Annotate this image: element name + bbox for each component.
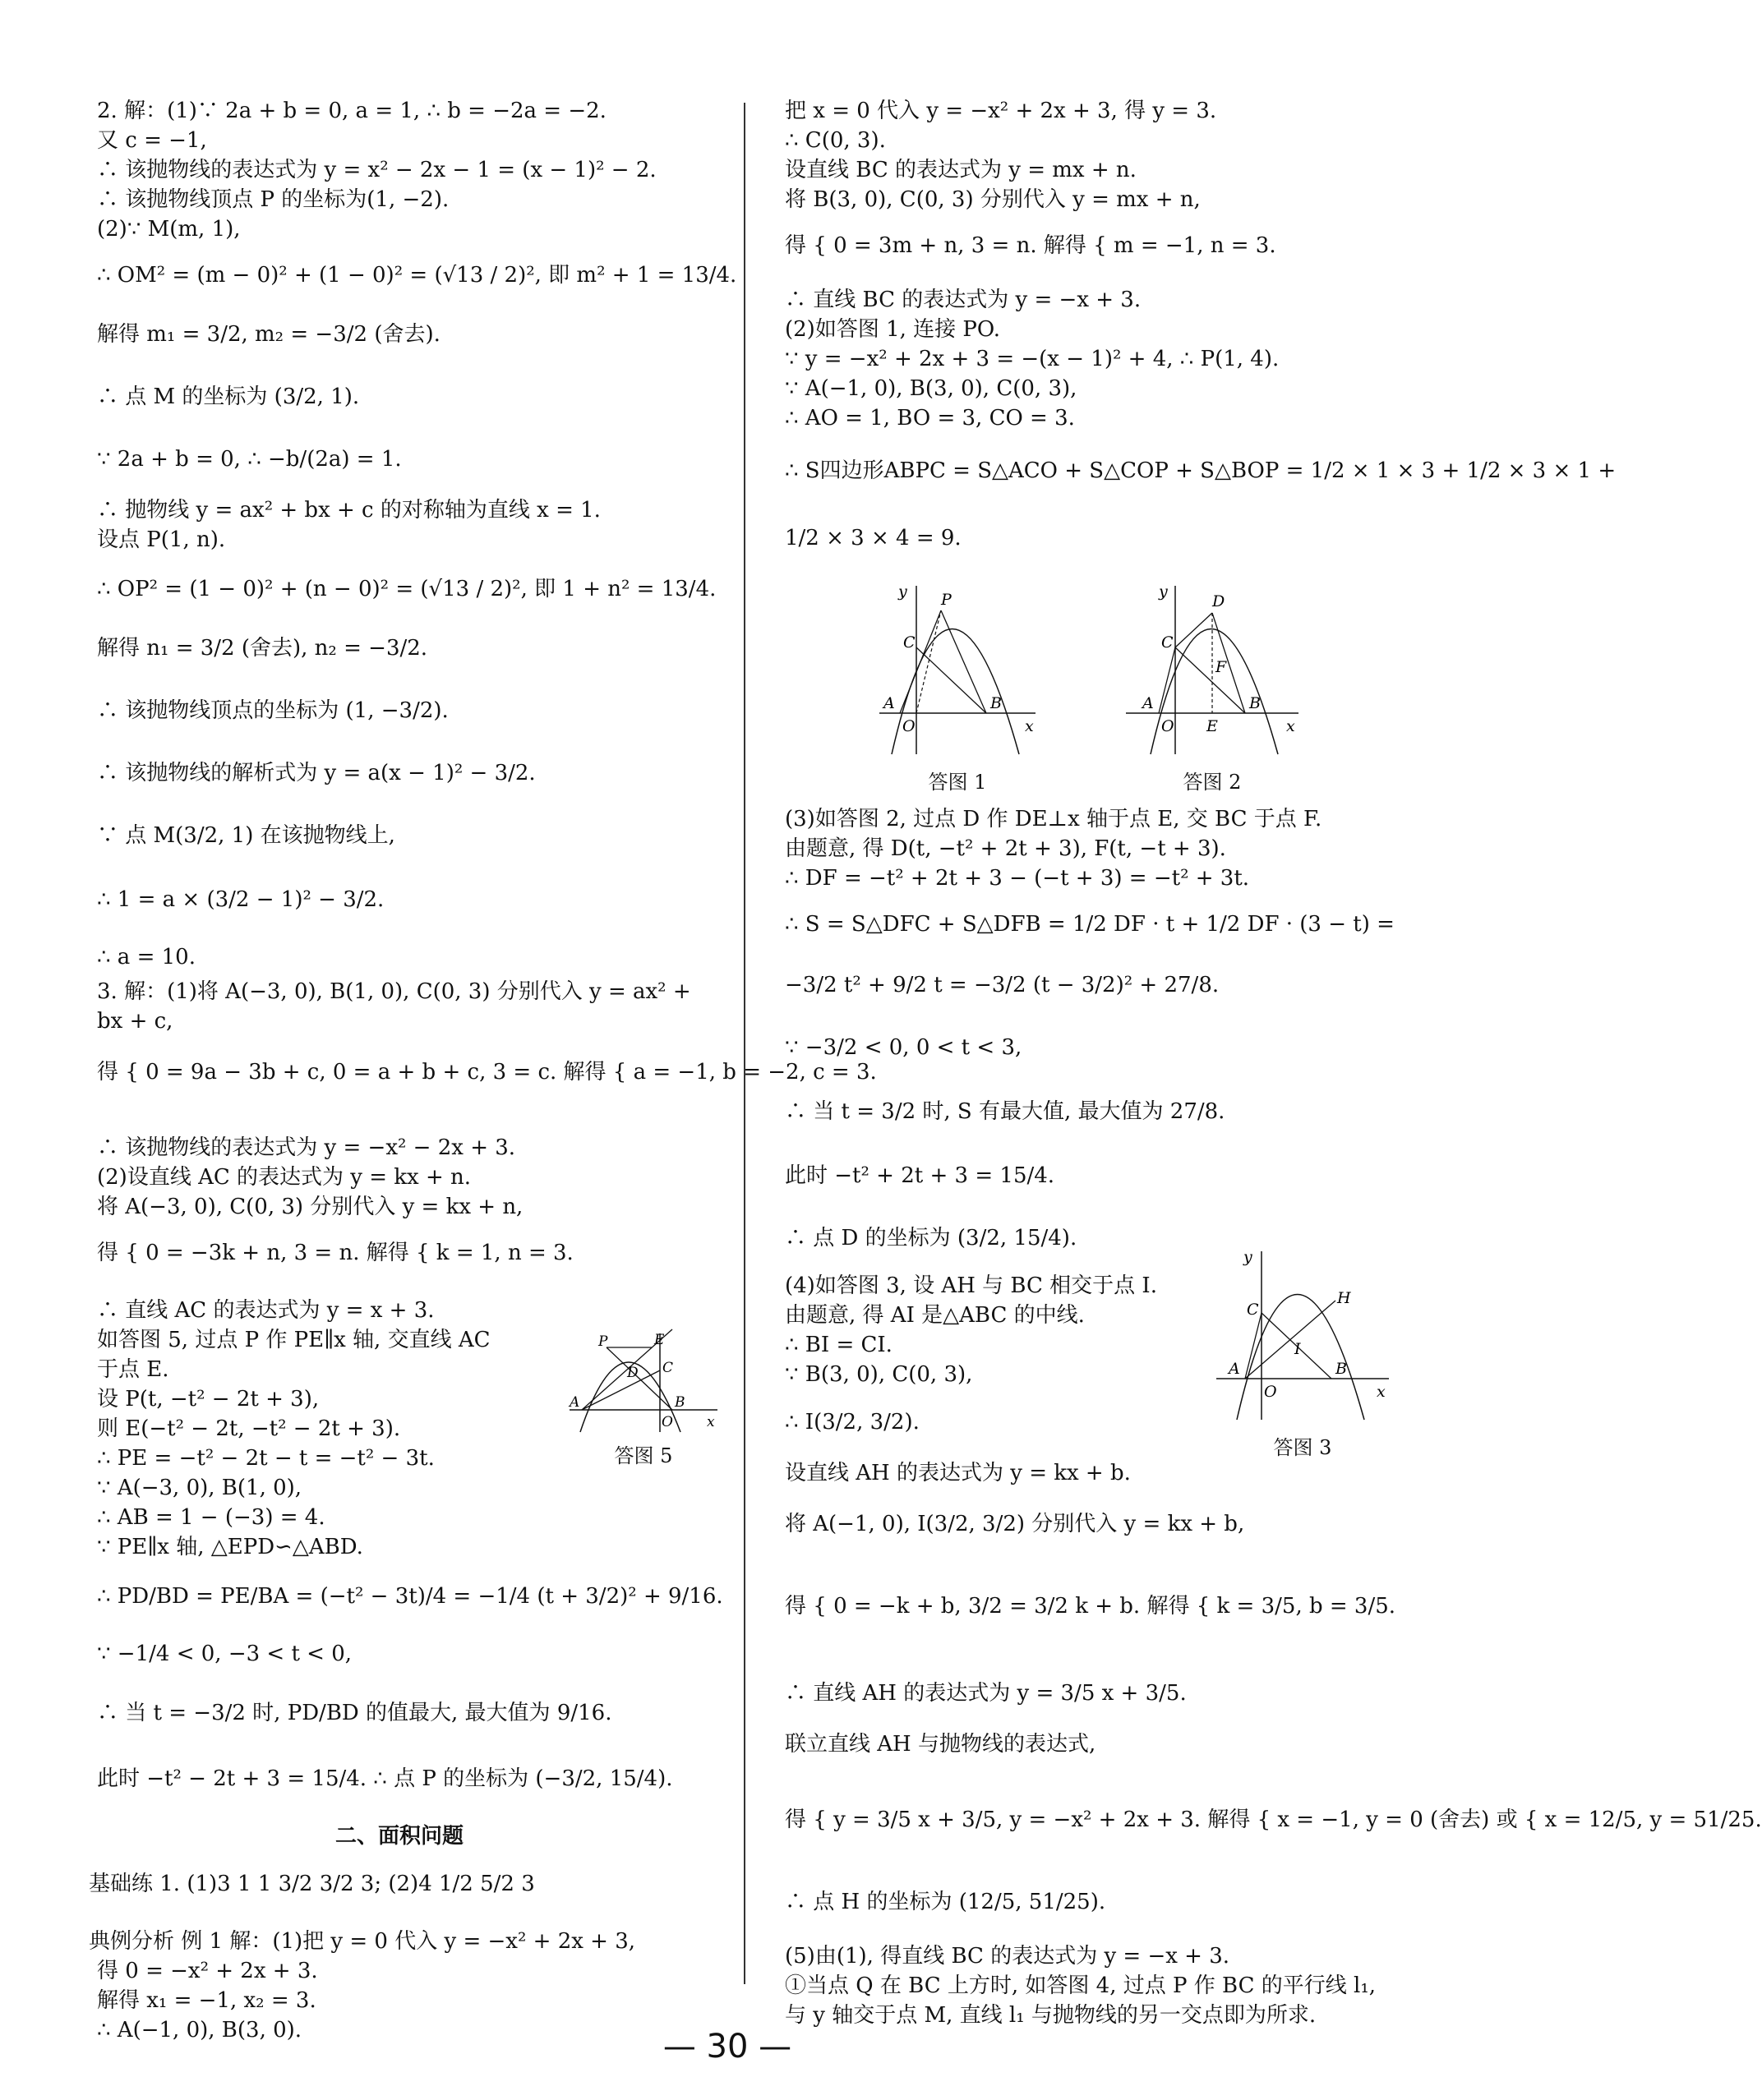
figure-answer-1 <box>875 582 1040 794</box>
figure-label: y <box>1159 583 1168 601</box>
figure-label: P <box>598 1333 608 1350</box>
figure-label: O <box>1264 1383 1277 1401</box>
figure-label: B <box>675 1394 685 1411</box>
text-line: ∵ 点 M(3/2, 1) 在该抛物线上, <box>97 823 395 848</box>
text-line: 2. 解：(1)∵ 2a + b = 0, a = 1, ∴ b = −2a = −2. <box>97 99 607 123</box>
text-line: 设直线 BC 的表达式为 y = mx + n. <box>785 158 1137 182</box>
text-line: ∴ 抛物线 y = ax² + bx + c 的对称轴为直线 x = 1. <box>97 498 601 523</box>
figure-label: B <box>1249 694 1261 712</box>
text-line: 设 P(t, −t² − 2t + 3), <box>97 1387 320 1412</box>
text-line: ∴ 直线 AH 的表达式为 y = 3/5 x + 3/5. <box>785 1681 1187 1706</box>
text-line: 得 { 0 = 3m + n, 3 = n. 解得 { m = −1, n = 3. <box>785 233 1276 258</box>
text-line: 由题意, 得 D(t, −t² + 2t + 3), F(t, −t + 3). <box>785 836 1226 861</box>
text-line: 解得 n₁ = 3/2 (舍去), n₂ = −3/2. <box>97 636 428 661</box>
text-line: (2)如答图 1, 连接 PO. <box>785 317 1000 342</box>
figure-label: E <box>1206 717 1218 735</box>
figure-label: C <box>903 633 916 652</box>
figure-label: F <box>1215 658 1227 676</box>
text-line: ∵ y = −x² + 2x + 3 = −(x − 1)² + 4, ∴ P(1, 4). <box>785 347 1280 371</box>
text-line: 设直线 AH 的表达式为 y = kx + b. <box>785 1461 1131 1485</box>
text-line: ∵ PE∥x 轴, △EPD∽△ABD. <box>97 1535 363 1559</box>
text-line: 得 { 0 = −3k + n, 3 = n. 解得 { k = 1, n = 3. <box>97 1241 574 1265</box>
text-line: 则 E(−t² − 2t, −t² − 2t + 3). <box>97 1416 401 1441</box>
text-line: 又 c = −1, <box>97 128 207 153</box>
figure-label: E <box>654 1332 665 1348</box>
figure-label: O <box>1161 717 1174 735</box>
text-line: ∴ I(3/2, 3/2). <box>785 1410 920 1435</box>
text-line: 基础练 1. (1)3 1 1 3/2 3/2 3; (2)4 1/2 5/2 3 <box>89 1872 535 1896</box>
text-line: ∴ DF = −t² + 2t + 3 − (−t + 3) = −t² + 3t. <box>785 866 1250 891</box>
text-line: ∵ 2a + b = 0, ∴ −b/(2a) = 1. <box>97 447 402 472</box>
text-line: ∴ S = S△DFC + S△DFB = 1/2 DF · t + 1/2 DF · (3 − t) = <box>785 912 1395 937</box>
figure-answer-5 <box>565 1329 722 1468</box>
text-line: ∴ 该抛物线的解析式为 y = a(x − 1)² − 3/2. <box>97 761 536 785</box>
text-line: ∴ a = 10. <box>97 945 196 969</box>
text-line: ∴ AO = 1, BO = 3, CO = 3. <box>785 406 1075 431</box>
text-line: ∵ A(−1, 0), B(3, 0), C(0, 3), <box>785 376 1077 401</box>
page-number: — 30 — <box>662 2028 792 2065</box>
text-line: 1/2 × 3 × 4 = 9. <box>785 526 962 550</box>
figure-label: A <box>1142 694 1154 712</box>
figure-label: D <box>627 1365 639 1381</box>
text-line: 典例分析 例 1 解：(1)把 y = 0 代入 y = −x² + 2x + 3, <box>89 1929 636 1954</box>
figure-answer-5-diagram <box>565 1329 722 1436</box>
figure-label: y <box>898 583 907 601</box>
figure-label: A <box>570 1394 580 1411</box>
text-line: 设点 P(1, n). <box>97 527 226 552</box>
text-line: ∴ C(0, 3). <box>785 128 886 153</box>
text-line: 将 B(3, 0), C(0, 3) 分别代入 y = mx + n, <box>785 187 1201 212</box>
section-heading: 二、面积问题 <box>335 1824 464 1849</box>
text-line: ∴ S四边形ABPC = S△ACO + S△COP + S△BOP = 1/2 × 1 × 3 + 1/2 × 3 × 1 + <box>785 458 1617 483</box>
figure-label: C <box>1247 1301 1259 1319</box>
text-line: ∴ 该抛物线的表达式为 y = x² − 2x − 1 = (x − 1)² − 2. <box>97 158 657 182</box>
figure-answer-3 <box>1212 1247 1393 1460</box>
text-line: (2)设直线 AC 的表达式为 y = kx + n. <box>97 1165 472 1190</box>
text-line: ∵ −3/2 < 0, 0 < t < 3, <box>785 1035 1022 1060</box>
text-line: ∴ OM² = (m − 0)² + (1 − 0)² = (√13 / 2)², 即 m² + 1 = 13/4. <box>97 263 737 288</box>
figure-label: O <box>902 717 916 735</box>
figure-label: x <box>1286 717 1295 735</box>
figure-label: B <box>990 694 1002 712</box>
text-line: 解得 m₁ = 3/2, m₂ = −3/2 (舍去). <box>97 322 441 347</box>
text-line: (2)∵ M(m, 1), <box>97 217 241 242</box>
column-divider <box>744 103 745 1984</box>
figure-label: x <box>1377 1383 1386 1401</box>
text-line: 解得 x₁ = −1, x₂ = 3. <box>97 1988 316 2013</box>
text-line: (3)如答图 2, 过点 D 作 DE⊥x 轴于点 E, 交 BC 于点 F. <box>785 807 1322 831</box>
text-line: ∴ 点 M 的坐标为 (3/2, 1). <box>97 385 360 409</box>
figure-label: I <box>1294 1340 1301 1358</box>
figure-answer-3-diagram <box>1212 1247 1393 1428</box>
text-line: 于点 E. <box>97 1357 169 1382</box>
text-line: ∴ AB = 1 − (−3) = 4. <box>97 1505 325 1530</box>
text-line: 将 A(−1, 0), I(3/2, 3/2) 分别代入 y = kx + b, <box>785 1512 1245 1536</box>
figure-answer-1-diagram <box>875 582 1040 762</box>
text-line: ①当点 Q 在 BC 上方时, 如答图 4, 过点 P 作 BC 的平行线 l₁, <box>785 1973 1377 1998</box>
figure-label: A <box>1229 1360 1240 1378</box>
figure-caption: 答图 3 <box>1273 1436 1332 1459</box>
figure-label: C <box>662 1360 674 1376</box>
figure-caption: 答图 2 <box>1183 771 1242 794</box>
text-line: 得 { y = 3/5 x + 3/5, y = −x² + 2x + 3. 解得 { x = −1, y = 0 (舍去) 或 { x = 12/5, y = 51/25. <box>785 1808 1762 1832</box>
text-line: ∵ A(−3, 0), B(1, 0), <box>97 1476 302 1500</box>
figure-caption: 答图 5 <box>614 1444 673 1467</box>
text-line: ∵ B(3, 0), C(0, 3), <box>785 1362 973 1387</box>
text-line: 得 0 = −x² + 2x + 3. <box>97 1959 318 1983</box>
text-line: ∴ PD/BD = PE/BA = (−t² − 3t)/4 = −1/4 (t + 3/2)² + 9/16. <box>97 1584 723 1609</box>
text-line: 将 A(−3, 0), C(0, 3) 分别代入 y = kx + n, <box>97 1195 524 1219</box>
text-line: 如答图 5, 过点 P 作 PE∥x 轴, 交直线 AC <box>97 1328 491 1352</box>
figure-label: B <box>1335 1360 1347 1378</box>
text-line: ∴ 该抛物线顶点 P 的坐标为(1, −2). <box>97 187 450 212</box>
text-line: 此时 −t² − 2t + 3 = 15/4. ∴ 点 P 的坐标为 (−3/2, 15/4). <box>97 1766 673 1791</box>
text-line: ∴ 直线 BC 的表达式为 y = −x + 3. <box>785 288 1142 312</box>
figure-label: D <box>1212 592 1225 610</box>
text-line: ∴ BI = CI. <box>785 1333 893 1357</box>
figure-label: O <box>662 1414 673 1430</box>
text-line: ∴ 该抛物线顶点的坐标为 (1, −3/2). <box>97 698 449 723</box>
text-line: ∴ 当 t = 3/2 时, S 有最大值, 最大值为 27/8. <box>785 1099 1225 1124</box>
text-line: ∴ 1 = a × (3/2 − 1)² − 3/2. <box>97 887 385 912</box>
figure-answer-2-diagram <box>1122 582 1303 762</box>
text-line: 3. 解：(1)将 A(−3, 0), B(1, 0), C(0, 3) 分别代入 y = ax² + <box>97 979 691 1004</box>
figure-caption: 答图 1 <box>928 771 987 794</box>
text-line: ∴ PE = −t² − 2t − t = −t² − 3t. <box>97 1446 435 1471</box>
figure-label: C <box>1161 633 1174 652</box>
figure-label: A <box>883 694 895 712</box>
figure-answer-2 <box>1122 582 1303 794</box>
text-line: ∴ A(−1, 0), B(3, 0). <box>97 2018 302 2042</box>
figure-label: x <box>707 1414 715 1430</box>
text-line: ∵ −1/4 < 0, −3 < t < 0, <box>97 1642 353 1666</box>
text-line: (5)由(1), 得直线 BC 的表达式为 y = −x + 3. <box>785 1944 1230 1969</box>
text-line: ∴ 直线 AC 的表达式为 y = x + 3. <box>97 1298 435 1323</box>
text-line: 得 { 0 = −k + b, 3/2 = 3/2 k + b. 解得 { k = 3/5, b = 3/5. <box>785 1594 1396 1619</box>
text-line: ∴ 点 H 的坐标为 (12/5, 51/25). <box>785 1890 1106 1914</box>
figure-label: H <box>1337 1289 1351 1307</box>
figure-label: y <box>1243 1248 1252 1266</box>
text-line: (4)如答图 3, 设 AH 与 BC 相交于点 I. <box>785 1273 1157 1298</box>
text-line: ∴ 该抛物线的表达式为 y = −x² − 2x + 3. <box>97 1135 516 1160</box>
figure-label: x <box>1025 717 1034 735</box>
text-line: 由题意, 得 AI 是△ABC 的中线. <box>785 1303 1085 1328</box>
text-line: bx + c, <box>97 1009 173 1034</box>
text-line: 得 { 0 = 9a − 3b + c, 0 = a + b + c, 3 = c. 解得 { a = −1, b = −2, c = 3. <box>97 1060 877 1085</box>
text-line: 与 y 轴交于点 M, 直线 l₁ 与抛物线的另一交点即为所求. <box>785 2003 1317 2028</box>
figure-label: P <box>941 591 952 609</box>
text-line: ∴ 点 D 的坐标为 (3/2, 15/4). <box>785 1226 1077 1250</box>
text-line: 联立直线 AH 与抛物线的表达式, <box>785 1732 1096 1757</box>
text-line: 把 x = 0 代入 y = −x² + 2x + 3, 得 y = 3. <box>785 99 1217 123</box>
text-line: ∴ 当 t = −3/2 时, PD/BD 的值最大, 最大值为 9/16. <box>97 1701 612 1725</box>
text-line: ∴ OP² = (1 − 0)² + (n − 0)² = (√13 / 2)², 即 1 + n² = 13/4. <box>97 577 717 601</box>
text-line: −3/2 t² + 9/2 t = −3/2 (t − 3/2)² + 27/8. <box>785 973 1220 997</box>
text-line: 此时 −t² + 2t + 3 = 15/4. <box>785 1163 1055 1188</box>
